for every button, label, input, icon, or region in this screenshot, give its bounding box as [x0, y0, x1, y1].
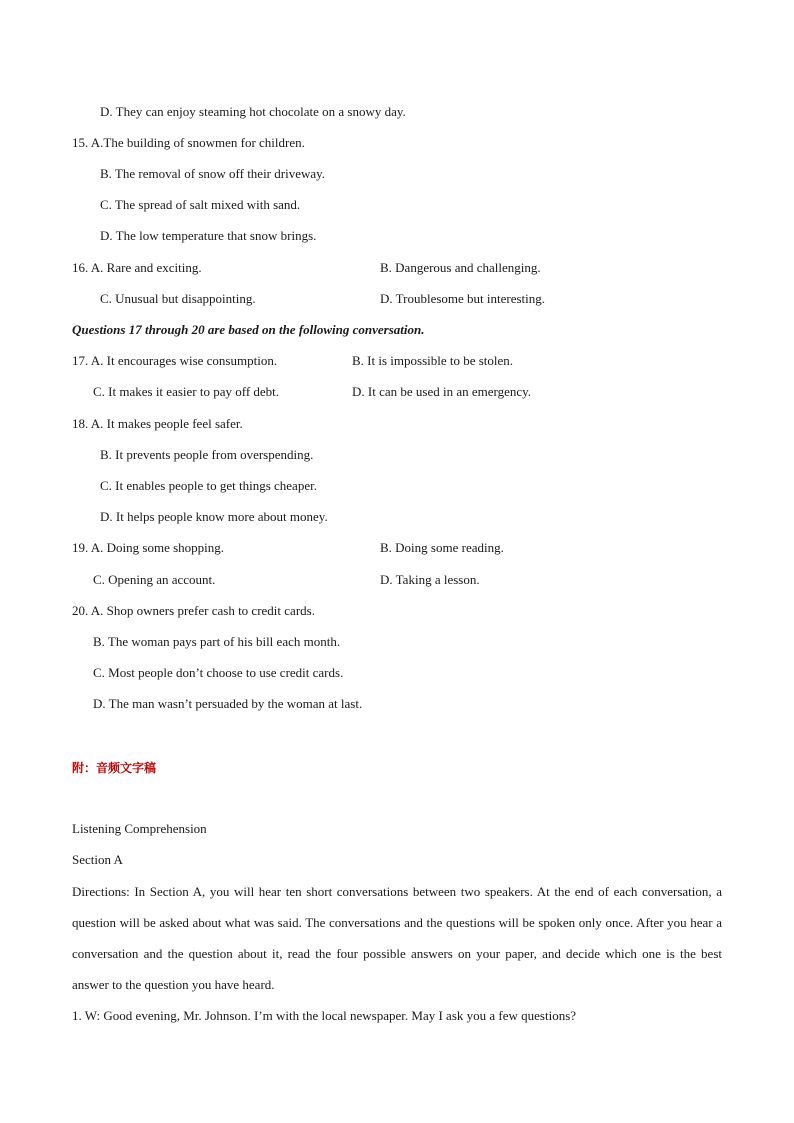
q15-option-c: C. The spread of salt mixed with sand. — [100, 197, 301, 212]
q17-option-b: B. It is impossible to be stolen. — [352, 353, 514, 368]
q14-option-d: D. They can enjoy steaming hot chocolate on a snowy day. — [100, 104, 406, 119]
q18-option-c: C. It enables people to get things cheaper. — [100, 478, 317, 493]
q19-option-b: B. Doing some reading. — [380, 540, 504, 555]
q15-option-a: 15. A.The building of snowmen for children. — [72, 135, 305, 150]
q18-option-a: 18. A. It makes people feel safer. — [72, 416, 243, 431]
section-a-title: Section A — [72, 852, 123, 867]
q15-option-b: B. The removal of snow off their driveway. — [100, 166, 326, 181]
q17-option-c: C. It makes it easier to pay off debt. — [93, 384, 280, 399]
q20-option-b: B. The woman pays part of his bill each month. — [93, 634, 341, 649]
q16-option-b: B. Dangerous and challenging. — [380, 260, 541, 275]
q20-option-c: C. Most people don’t choose to use credit cards. — [93, 665, 344, 680]
q16-option-d: D. Troublesome but interesting. — [380, 291, 546, 306]
q20-option-a: 20. A. Shop owners prefer cash to credit cards. — [72, 603, 315, 618]
q17-option-a: 17. A. It encourages wise consumption. — [72, 353, 278, 368]
section-header: Questions 17 through 20 are based on the following conversation. — [72, 322, 425, 337]
q18-option-b: B. It prevents people from overspending. — [100, 447, 314, 462]
q16-option-a: 16. A. Rare and exciting. — [72, 260, 202, 275]
q19-option-d: D. Taking a lesson. — [380, 572, 480, 587]
directions-paragraph: Directions: In Section A, you will hear ten short conversations between two speakers. At the end of each conversation, a question will be asked about what was said. The conversations and the questions will be spoken only once. After you hear a conversation and the question about it, read the four possible answers on your paper, and decide which one is the best answer to the question you have heard. — [72, 884, 722, 992]
q15-option-d: D. The low temperature that snow brings. — [100, 228, 317, 243]
appendix-title: 附：音频文字稿 — [72, 761, 157, 775]
q20-option-d: D. The man wasn’t persuaded by the woman at last. — [93, 696, 363, 711]
q19-option-a: 19. A. Doing some shopping. — [72, 540, 225, 555]
listening-title: Listening Comprehension — [72, 821, 207, 836]
q17-option-d: D. It can be used in an emergency. — [352, 384, 532, 399]
transcript-line-1: 1. W: Good evening, Mr. Johnson. I’m with the local newspaper. May I ask you a few questions? — [72, 1008, 577, 1023]
q19-option-c: C. Opening an account. — [93, 572, 216, 587]
q16-option-c: C. Unusual but disappointing. — [100, 291, 256, 306]
q18-option-d: D. It helps people know more about money. — [100, 509, 328, 524]
